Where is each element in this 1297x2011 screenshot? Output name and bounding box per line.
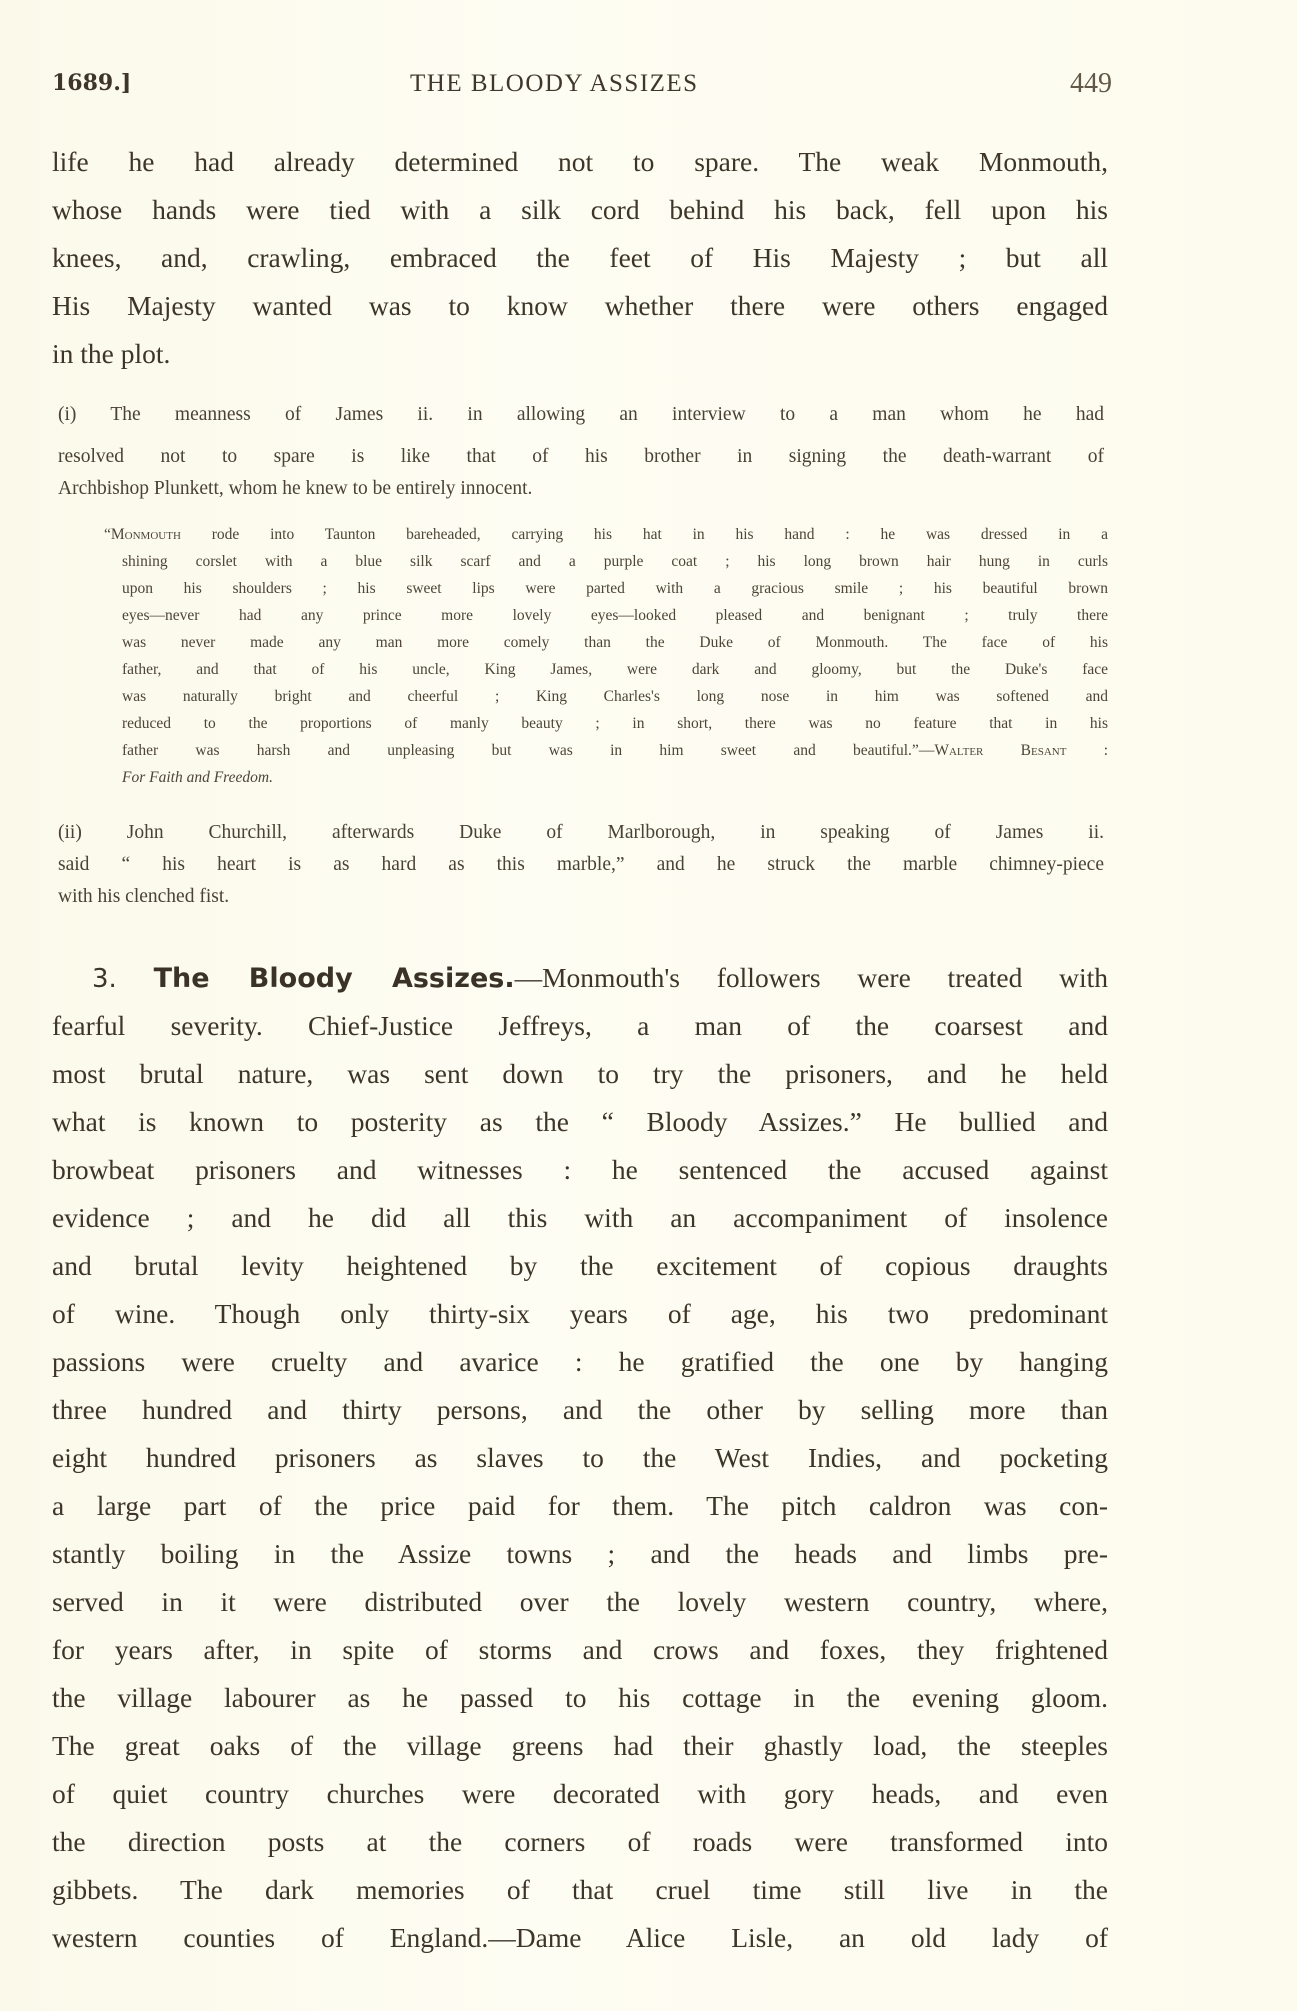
quote-line: upon his shoulders ; his sweet lips were parted with a gracious smile ; his beautiful brown <box>122 580 1108 597</box>
note-line: Archbishop Plunkett, whom he knew to be entirely innocent. <box>58 478 533 499</box>
header-title: THE BLOODY ASSIZES <box>410 70 699 97</box>
text-line: whose hands were tied with a silk cord behind his back, fell upon his <box>52 194 1108 225</box>
text-line: served in it were distributed over the lovely western country, where, <box>52 1586 1108 1617</box>
text-line: The great oaks of the village greens had their ghastly load, the steeples <box>52 1730 1108 1761</box>
note-line: resolved not to spare is like that of his brother in signing the death-warrant of <box>58 446 1104 467</box>
quote-line: eyes—never had any prince more lovely eyes—looked pleased and benignant ; truly there <box>122 607 1108 624</box>
text-line: browbeat prisoners and witnesses : he sentenced the accused against <box>52 1154 1108 1185</box>
text-line: western counties of England.—Dame Alice Lisle, an old lady of <box>52 1922 1108 1953</box>
text-line: what is known to posterity as the “ Bloody Assizes.” He bullied and <box>52 1106 1108 1137</box>
note-line: (ii) John Churchill, afterwards Duke of Marlborough, in speaking of James ii. <box>58 822 1104 843</box>
text-line: life he had already determined not to spare. The weak Monmouth, <box>52 146 1108 177</box>
text-line: most brutal nature, was sent down to try the prisoners, and he held <box>52 1058 1108 1089</box>
text-line: evidence ; and he did all this with an accompaniment of insolence <box>52 1202 1108 1233</box>
text-line: a large part of the price paid for them. The pitch caldron was con- <box>52 1490 1108 1521</box>
quote-line: was naturally bright and cheerful ; King Charles's long nose in him was softened and <box>122 688 1108 705</box>
text-line: the direction posts at the corners of roads were transformed into <box>52 1826 1108 1857</box>
text-line: passions were cruelty and avarice : he gratified the one by hanging <box>52 1346 1108 1377</box>
note-line: with his clenched fist. <box>58 886 230 907</box>
header-year: 1689.] <box>52 70 132 96</box>
quote-attribution-author: Walter Besant <box>934 742 1067 759</box>
text-line: and brutal levity heightened by the excitement of copious draughts <box>52 1250 1108 1281</box>
page-number: 449 <box>1070 68 1112 99</box>
quote-line: father was harsh and unpleasing but was in him sweet and beautiful.”—Walter Besant : <box>122 742 1109 759</box>
note-line: (i) The meanness of James ii. in allowing an interview to a man whom he had <box>58 404 1104 425</box>
section-heading: The Bloody Assizes. <box>153 963 515 994</box>
text-line: gibbets. The dark memories of that cruel time still live in the <box>52 1874 1108 1905</box>
text-line: stantly boiling in the Assize towns ; and the heads and limbs pre- <box>52 1538 1108 1569</box>
text-line: for years after, in spite of storms and crows and foxes, they frightened <box>52 1634 1108 1665</box>
text-line: in the plot. <box>52 338 171 369</box>
quote-line: “Monmouth rode into Taunton bareheaded, carrying his hat in his hand : he was dressed in a <box>104 526 1108 543</box>
text-line: of quiet country churches were decorated with gory heads, and even <box>52 1778 1108 1809</box>
text-line: knees, and, crawling, embraced the feet of His Majesty ; but all <box>52 242 1108 273</box>
text-line: three hundred and thirty persons, and the other by selling more than <box>52 1394 1108 1425</box>
note-line: said “ his heart is as hard as this marble,” and he struck the marble chimney-piece <box>58 854 1104 875</box>
section-heading-line: 3. The Bloody Assizes.—Monmouth's followers were treated with <box>92 962 1109 994</box>
quote-line: was never made any man more comely than the Duke of Monmouth. The face of his <box>122 634 1108 651</box>
text-line: fearful severity. Chief-Justice Jeffreys, a man of the coarsest and <box>52 1010 1108 1041</box>
running-header <box>52 66 1112 106</box>
quote-first-word: Monmouth <box>110 526 181 543</box>
text-line: eight hundred prisoners as slaves to the West Indies, and pocketing <box>52 1442 1108 1473</box>
quote-attribution-work: For Faith and Freedom. <box>122 769 273 786</box>
text-line: His Majesty wanted was to know whether there were others engaged <box>52 290 1108 321</box>
section-number: 3. <box>92 964 117 994</box>
open-quote-mark: “ <box>104 526 111 543</box>
text-line: of wine. Though only thirty-six years of age, his two predominant <box>52 1298 1108 1329</box>
quote-line: reduced to the proportions of manly beauty ; in short, there was no feature that in his <box>122 715 1108 732</box>
quote-line: shining corslet with a blue silk scarf and a purple coat ; his long brown hair hung in curls <box>122 553 1108 570</box>
quote-line: father, and that of his uncle, King James, were dark and gloomy, but the Duke's face <box>122 661 1108 678</box>
text-line: the village labourer as he passed to his cottage in the evening gloom. <box>52 1682 1108 1713</box>
